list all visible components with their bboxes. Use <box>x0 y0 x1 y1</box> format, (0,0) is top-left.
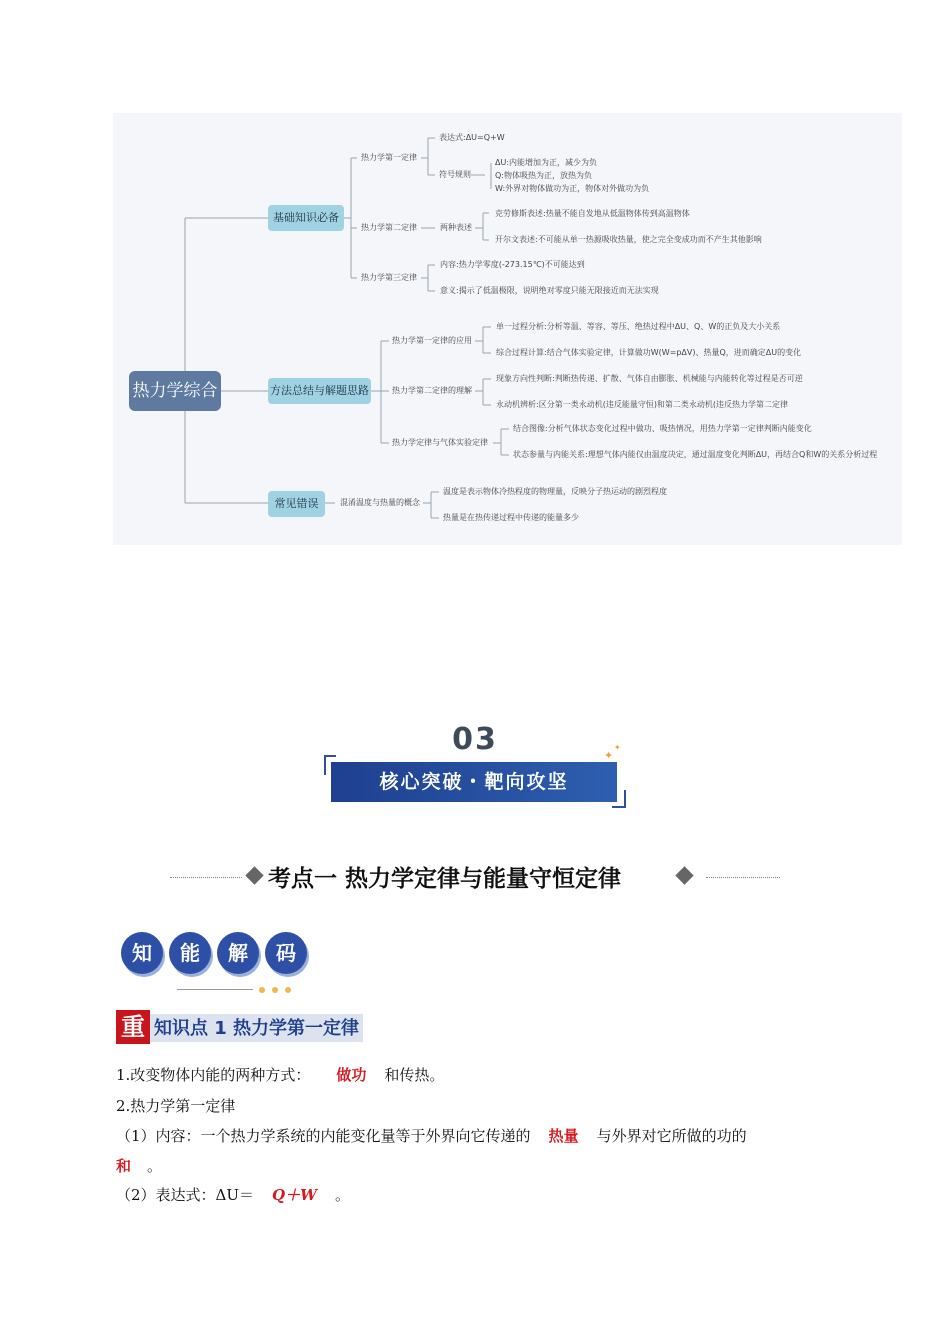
node-sign-item: Q:物体吸热为正，放热为负 <box>495 171 592 180</box>
node-method3-item: 状态参量与内能关系:理想气体内能仅由温度决定，通过温度变化判断ΔU，再结合Q和W的关系分析过程 <box>513 450 878 459</box>
mind-map-root: 热力学综合 <box>129 371 221 411</box>
text: 。 <box>334 1186 350 1204</box>
node-law1-sign: 符号规则 <box>439 170 471 179</box>
diamond-icon <box>675 866 693 884</box>
node-law1: 热力学第一定律 <box>361 153 417 162</box>
content-line-5 <box>116 1184 350 1205</box>
mind-map <box>113 113 902 545</box>
divider-right <box>706 877 780 878</box>
node-method1: 热力学第一定律的应用 <box>392 336 472 345</box>
node-method2-item: 现象方向性判断:判断热传递、扩散、气体自由膨胀、机械能与内能转化等过程是否可逆 <box>496 374 803 383</box>
diamond-icon <box>245 866 263 884</box>
node-method2: 热力学第二定律的理解 <box>392 386 472 395</box>
zhineng-badge: 能 <box>169 932 211 974</box>
node-method3: 热力学定律与气体实验定律 <box>392 438 488 447</box>
content-line-2: 2.热力学第一定律 <box>116 1097 236 1115</box>
text: （2）表达式：ΔU＝ <box>116 1186 255 1204</box>
zhineng-badge: 解 <box>217 932 259 974</box>
category-basics: 基础知识必备 <box>268 205 344 231</box>
node-method2-item: 永动机辨析:区分第一类永动机(违反能量守恒)和第二类永动机(违反热力学第二定律 <box>496 400 789 409</box>
node-method1-item: 单一过程分析:分析等温、等容、等压、绝热过程中ΔU、Q、W的正负及大小关系 <box>496 322 781 331</box>
sparkle-icon: ✦ <box>604 749 614 762</box>
text: （1）内容：一个热力学系统的内能变化量等于外界向它传递的 <box>116 1127 531 1145</box>
answer: 做功 <box>336 1066 367 1084</box>
zhineng-badge: 知 <box>121 932 163 974</box>
content-line-3 <box>116 1125 747 1146</box>
answer: 和 <box>116 1157 132 1175</box>
zhineng-badge: 码 <box>265 932 307 974</box>
section-number: 03 <box>452 722 498 757</box>
content-line-1 <box>116 1064 444 1085</box>
answer: 热量 <box>548 1127 579 1145</box>
answer: Q＋W <box>272 1186 317 1204</box>
zhineng-underline <box>177 989 253 990</box>
node-method1-item: 综合过程计算:结合气体实验定律，计算做功W(W=pΔV)、热量Q，进而确定ΔU的变化 <box>496 348 802 357</box>
kaodian-title: 考点一 热力学定律与能量守恒定律 <box>268 866 622 892</box>
node-law3: 热力学第三定律 <box>361 273 417 282</box>
category-errors: 常见错误 <box>268 491 325 517</box>
content-line-4 <box>116 1155 162 1176</box>
node-law3-item: 内容:热力学零度(-273.15℃)不可能达到 <box>440 260 585 269</box>
node-law2-item: 开尔文表述:不可能从单一热源吸收热量，使之完全变成功而不产生其他影响 <box>495 235 762 244</box>
node-method3-item: 结合图像:分析气体状态变化过程中做功、吸热情况，用热力学第一定律判断内能变化 <box>513 424 812 433</box>
node-law2-item: 克劳修斯表述:热量不能自发地从低温物体传到高温物体 <box>495 209 690 218</box>
node-law3-item: 意义:揭示了低温极限，说明绝对零度只能无限接近而无法实现 <box>440 286 659 295</box>
sparkle-icon: ✦ <box>614 743 621 752</box>
node-sign-item: ΔU:内能增加为正，减少为负 <box>495 158 598 167</box>
node-error1-item: 热量是在热传递过程中传递的能量多少 <box>443 513 579 522</box>
key-badge: 重 <box>116 1010 150 1044</box>
knowledge-title: 知识点 1 热力学第一定律 <box>150 1014 363 1042</box>
node-error1-item: 温度是表示物体冷热程度的物理量，反映分子热运动的剧烈程度 <box>443 487 667 496</box>
divider-left <box>170 877 242 878</box>
text: 1.改变物体内能的两种方式： <box>116 1066 311 1084</box>
category-methods: 方法总结与解题思路 <box>268 378 371 404</box>
node-error1: 混淆温度与热量的概念 <box>340 498 420 507</box>
node-law2: 热力学第二定律 <box>361 223 417 232</box>
node-law1-expr: 表达式:ΔU=Q+W <box>439 133 505 142</box>
text: 与外界对它所做的功的 <box>596 1127 747 1145</box>
text: 。 <box>147 1157 163 1175</box>
section-title-banner: 核心突破・靶向攻坚 <box>331 762 617 802</box>
node-sign-item: W:外界对物体做功为正，物体对外做功为负 <box>495 184 650 193</box>
text: 和传热。 <box>384 1066 445 1084</box>
node-law2-two: 两种表述 <box>440 223 472 232</box>
